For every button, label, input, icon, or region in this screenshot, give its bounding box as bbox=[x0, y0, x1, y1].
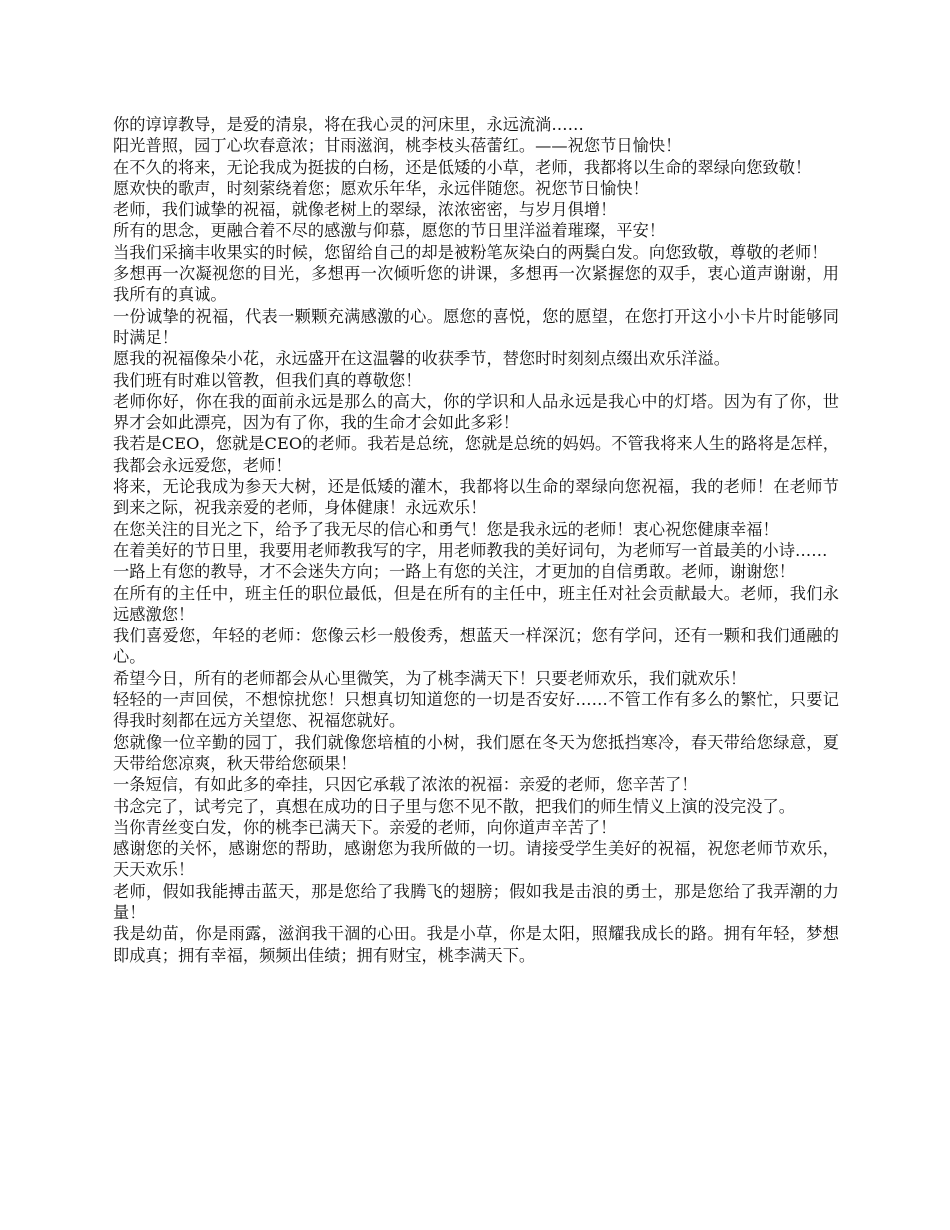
paragraph: 我是幼苗，你是雨露，滋润我干涸的心田。我是小草，你是太阳，照耀我成长的路。拥有年轻，梦想即成真；拥有幸福，频频出佳绩；拥有财宝，桃李满天下。 bbox=[113, 924, 839, 965]
paragraph: 当你青丝变白发，你的桃李已满天下。亲爱的老师，向你道声辛苦了！ bbox=[113, 817, 617, 837]
paragraph: 感谢您的关怀，感谢您的帮助，感谢您为我所做的一切。请接受学生美好的祝福，祝您老师节欢乐，天天欢乐！ bbox=[113, 839, 839, 880]
paragraph: 当我们采摘丰收果实的时候，您留给自己的却是被粉笔灰染白的两鬓白发。向您致敬，尊敬的老师！ bbox=[113, 242, 828, 262]
paragraph: 书念完了，试考完了，真想在成功的日子里与您不见不散，把我们的师生情义上演的没完没了。 bbox=[113, 796, 795, 816]
paragraph: 所有的思念，更融合着不尽的感激与仰慕，愿您的节日里洋溢着璀璨，平安！ bbox=[113, 221, 666, 241]
paragraph: 一份诚挚的祝福，代表一颗颗充满感激的心。愿您的喜悦，您的愿望，在您打开这小小卡片时能够同时满足！ bbox=[113, 306, 839, 347]
paragraph: 在着美好的节日里，我要用老师教我写的字，用老师教我的美好词句，为老师写一首最美的小诗…… bbox=[113, 540, 828, 560]
paragraph: 将来，无论我成为参天大树，还是低矮的灌木，我都将以生命的翠绿向您祝福，我的老师！在老师节到来之际，祝我亲爱的老师，身体健康！永远欢乐！ bbox=[113, 477, 839, 518]
paragraph: 老师，我们诚挚的祝福，就像老树上的翠绿，浓浓密密，与岁月俱增！ bbox=[113, 200, 617, 220]
paragraph: 您就像一位辛勤的园丁，我们就像您培植的小树，我们愿在冬天为您抵挡寒冷，春天带给您绿意，夏天带给您凉爽，秋天带给您硕果！ bbox=[113, 732, 839, 773]
paragraph: 我们喜爱您，年轻的老师：您像云杉一般俊秀，想蓝天一样深沉；您有学问，还有一颗和我们通融的心。 bbox=[113, 626, 839, 667]
paragraph: 你的谆谆教导，是爱的清泉，将在我心灵的河床里，永远流淌…… bbox=[113, 115, 584, 134]
paragraph: 在您关注的目光之下，给予了我无尽的信心和勇气！您是我永远的老师！衷心祝您健康幸福！ bbox=[113, 519, 779, 539]
paragraph: 阳光普照，园丁心坎春意浓；甘雨滋润，桃李枝头蓓蕾红。——祝您节日愉快！ bbox=[113, 136, 682, 156]
paragraph: 轻轻的一声回侯，不想惊扰您！只想真切知道您的一切是否安好……不管工作有多么的繁忙，只要记得我时刻都在远方关望您、祝福您就好。 bbox=[113, 690, 839, 731]
paragraph: 我们班有时难以管教，但我们真的尊敬您！ bbox=[113, 370, 422, 390]
paragraph: 一路上有您的教导，才不会迷失方向；一路上有您的关注，才更加的自信勇敢。老师，谢谢您！ bbox=[113, 562, 795, 582]
document-body bbox=[113, 114, 839, 966]
paragraph: 希望今日，所有的老师都会从心里微笑，为了桃李满天下！只要老师欢乐，我们就欢乐！ bbox=[113, 668, 747, 688]
paragraph: 愿欢快的歌声，时刻萦绕着您；愿欢乐年华，永远伴随您。祝您节日愉快！ bbox=[113, 178, 649, 198]
paragraph: 愿我的祝福像朵小花，永远盛开在这温馨的收获季节，替您时时刻刻点缀出欢乐洋溢。 bbox=[113, 349, 731, 369]
paragraph: 一条短信，有如此多的牵挂，只因它承载了浓浓的祝福：亲爱的老师，您辛苦了！ bbox=[113, 775, 698, 795]
paragraph: 在不久的将来，无论我成为挺拔的白杨，还是低矮的小草，老师，我都将以生命的翠绿向您致敬！ bbox=[113, 157, 812, 177]
paragraph: 老师你好，你在我的面前永远是那么的高大，你的学识和人品永远是我心中的灯塔。因为有了你，世界才会如此漂亮，因为有了你，我的生命才会如此多彩！ bbox=[113, 391, 839, 433]
paragraph: 老师，假如我能搏击蓝天，那是您给了我腾飞的翅膀；假如我是击浪的勇士，那是您给了我弄潮的力量！ bbox=[113, 881, 839, 922]
paragraph: 多想再一次凝视您的目光，多想再一次倾听您的讲课，多想再一次紧握您的双手，衷心道声谢谢，用我所有的真诚。 bbox=[113, 264, 839, 305]
paragraph: 我若是CEO，您就是CEO的老师。我若是总统，您就是总统的妈妈。不管我将来人生的路将是怎样，我都会永远爱您，老师！ bbox=[113, 434, 839, 475]
paragraph: 在所有的主任中，班主任的职位最低，但是在所有的主任中，班主任对社会贡献最大。老师，我们永远感激您！ bbox=[113, 583, 839, 624]
